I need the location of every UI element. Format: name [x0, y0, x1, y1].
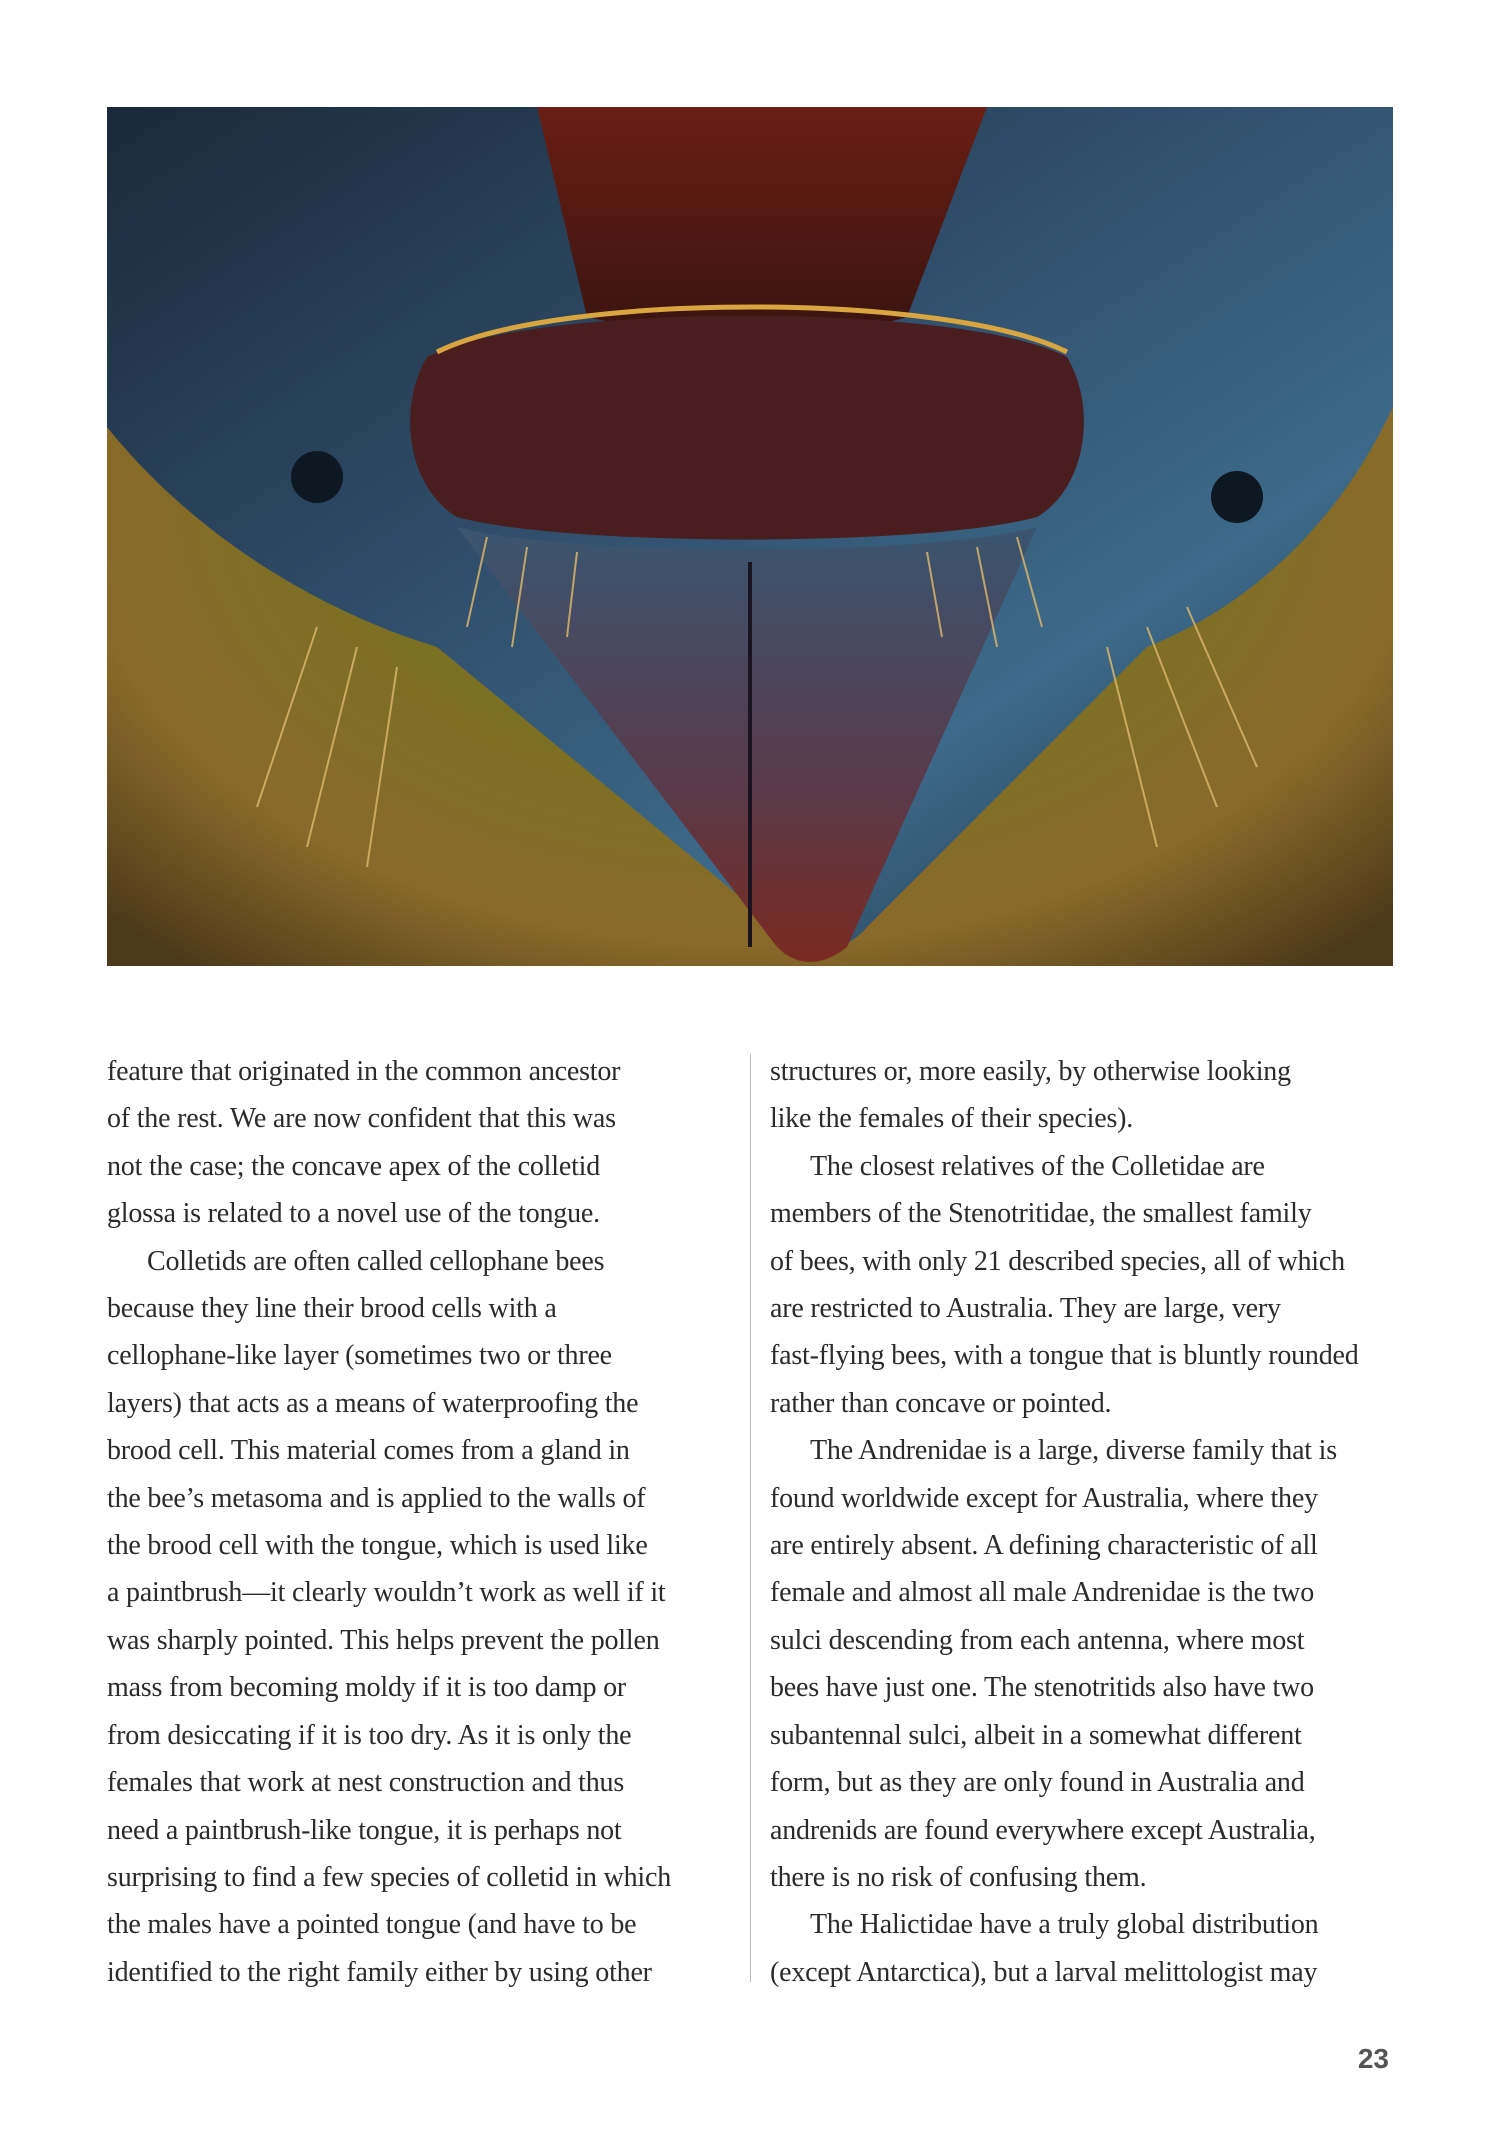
text-line: the bee’s metasoma and is applied to the walls of	[107, 1482, 646, 1514]
text-line: subantennal sulci, albeit in a somewhat different	[770, 1719, 1302, 1751]
text-line: female and almost all male Andrenidae is the two	[770, 1577, 1315, 1609]
text-line: sulci descending from each antenna, where most	[770, 1624, 1305, 1656]
text-line: andrenids are found everywhere except Australia,	[770, 1814, 1316, 1846]
text-line: rather than concave or pointed.	[770, 1387, 1112, 1419]
text-line: The Andrenidae is a large, diverse family that is	[810, 1435, 1337, 1467]
text-line: found worldwide except for Australia, where they	[770, 1482, 1318, 1514]
column-divider	[750, 1054, 751, 1982]
text-line: The Halictidae have a truly global distribution	[810, 1909, 1319, 1941]
text-line: Colletids are often called cellophane bees	[147, 1245, 605, 1277]
page-number: 23	[1357, 2043, 1389, 2074]
text-line: are restricted to Australia. They are large, very	[770, 1293, 1281, 1325]
text-line: identified to the right family either by using other	[107, 1956, 652, 1988]
text-line: a paintbrush—it clearly wouldn’t work as well if it	[107, 1577, 666, 1609]
text-line: the males have a pointed tongue (and have to be	[107, 1909, 637, 1941]
text-line: there is no risk of confusing them.	[770, 1861, 1147, 1893]
text-line: the brood cell with the tongue, which is used like	[107, 1530, 648, 1562]
bee-head-photo	[107, 107, 1393, 966]
text-line: The closest relatives of the Colletidae are	[810, 1150, 1265, 1182]
text-line: mass from becoming moldy if it is too damp or	[107, 1672, 627, 1704]
text-line: from desiccating if it is too dry. As it is only the	[107, 1719, 632, 1751]
bee-head-macro-photo-icon	[107, 107, 1393, 966]
text-line: of bees, with only 21 described species, all of which	[770, 1245, 1345, 1277]
text-line: glossa is related to a novel use of the tongue.	[107, 1198, 600, 1230]
text-line: are entirely absent. A defining characteristic of all	[770, 1530, 1318, 1562]
left-column	[107, 1048, 752, 1996]
text-line: members of the Stenotritidae, the smallest family	[770, 1198, 1312, 1230]
right-column	[770, 1048, 1422, 1996]
text-line: was sharply pointed. This helps prevent the pollen	[107, 1624, 660, 1656]
text-line: surprising to find a few species of colletid in which	[107, 1861, 672, 1893]
text-line: like the females of their species).	[770, 1103, 1134, 1135]
text-line: cellophane-like layer (sometimes two or three	[107, 1340, 612, 1372]
text-line: not the case; the concave apex of the colletid	[107, 1150, 601, 1182]
text-line: form, but as they are only found in Australia and	[770, 1767, 1305, 1799]
text-line: layers) that acts as a means of waterproofing the	[107, 1387, 639, 1419]
text-line: need a paintbrush-like tongue, it is perhaps not	[107, 1814, 622, 1846]
text-line: (except Antarctica), but a larval melittologist may	[770, 1956, 1318, 1988]
text-line: because they line their brood cells with a	[107, 1293, 557, 1325]
text-line: of the rest. We are now confident that this was	[107, 1103, 616, 1135]
body-text	[107, 1048, 1420, 1993]
text-line: fast-flying bees, with a tongue that is bluntly rounded	[770, 1340, 1359, 1372]
text-line: brood cell. This material comes from a gland in	[107, 1435, 630, 1467]
text-line: females that work at nest construction and thus	[107, 1767, 625, 1799]
text-line: bees have just one. The stenotritids also have two	[770, 1672, 1314, 1704]
text-line: structures or, more easily, by otherwise looking	[770, 1056, 1291, 1087]
text-line: feature that originated in the common ancestor	[107, 1056, 621, 1087]
